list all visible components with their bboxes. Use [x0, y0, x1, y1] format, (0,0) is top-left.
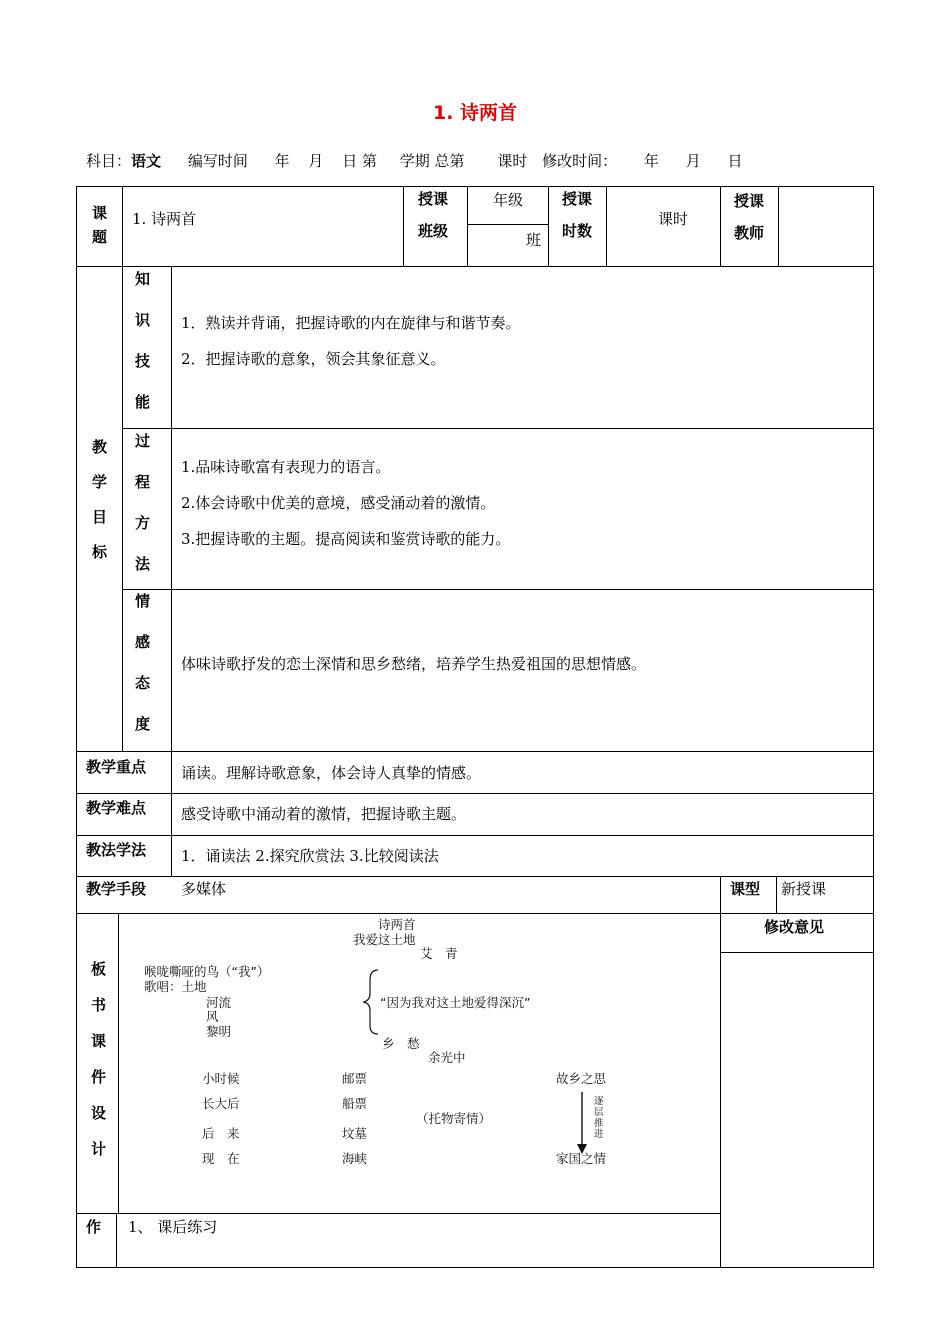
board-sing: 歌唱：土地 — [144, 979, 207, 994]
grade-label: 年级 — [493, 191, 524, 209]
board-bird: 喉咙嘶哑的鸟（“我”） — [144, 964, 270, 979]
teacher-label: 授课 教师 — [734, 192, 765, 242]
col-divider — [403, 186, 404, 266]
board-row-time: 现 在 — [202, 1151, 240, 1166]
board-wind: 风 — [206, 1009, 219, 1024]
col-divider — [122, 266, 123, 751]
period-label: 课时 — [497, 152, 528, 170]
method-label: 教法学法 — [86, 841, 147, 859]
class-unit-label: 班 — [526, 231, 542, 249]
emotion-label: 情 感 态 度 — [135, 592, 151, 733]
key-point-label: 教学重点 — [86, 758, 147, 776]
subject-value: 语文 — [131, 152, 162, 170]
process-item: 1.品味诗歌富有表现力的语言。 — [181, 458, 391, 476]
board-progress-char: 进 — [594, 1129, 604, 1140]
board-brace — [364, 970, 378, 1034]
board-author1: 艾 青 — [420, 946, 458, 961]
board-progress-note — [594, 1095, 604, 1140]
class-label: 授课 班级 — [418, 190, 449, 240]
revise-divider — [720, 952, 874, 953]
col-divider — [467, 186, 468, 266]
board-method-note: （托物寄情） — [416, 1111, 492, 1126]
process-item: 3.把握诗歌的主题。提高阅读和鉴赏诗歌的能力。 — [181, 530, 511, 548]
topic-label: 课 题 — [92, 204, 108, 246]
table-border-left — [76, 186, 77, 1268]
semester-label: 学期 总第 — [399, 152, 465, 170]
board-row-time: 后 来 — [202, 1126, 240, 1141]
page-title: 1. 诗两首 — [432, 102, 518, 124]
process-item: 2.体会诗歌中优美的意境，感受涌动着的激情。 — [181, 494, 496, 512]
board-poem1-title: 我爱这土地 — [353, 932, 416, 947]
row-divider — [76, 1213, 720, 1214]
method-text: 1．诵读法 2.探究欣赏法 3.比较阅读法 — [181, 847, 439, 865]
grade-class-divider — [467, 224, 548, 225]
board-theme1: “因为我对这土地爱得深沉” — [380, 995, 531, 1010]
row-divider — [76, 835, 874, 836]
board-title: 诗两首 — [378, 917, 416, 932]
day-label: 日 第 — [342, 152, 377, 170]
col-divider — [778, 186, 779, 266]
row-divider — [122, 428, 874, 429]
row-divider — [76, 751, 874, 752]
board-river: 河流 — [206, 995, 232, 1010]
board-label: 板 书 课 件 设 计 — [91, 960, 107, 1158]
col-divider — [171, 266, 172, 876]
row-divider — [76, 266, 874, 267]
col-divider — [606, 186, 607, 266]
board-row-object: 船票 — [342, 1096, 368, 1111]
hours-label: 授课 时数 — [562, 190, 593, 240]
knowledge-item: 2．把握诗歌的意象，领会其象征意义。 — [181, 350, 446, 368]
difficulty-text: 感受诗歌中涌动着的激情，把握诗歌主题。 — [181, 805, 467, 823]
board-progress-char: 逐 — [594, 1096, 604, 1107]
col-divider — [776, 876, 777, 913]
board-dawn: 黎明 — [206, 1024, 232, 1039]
knowledge-item: 1．熟读并背诵，把握诗歌的内在旋律与和谐节奏。 — [181, 314, 521, 332]
write-time-label: 编写时间 — [187, 152, 248, 170]
table-border-top — [76, 186, 874, 187]
col-divider — [720, 876, 721, 1268]
revise-label: 修改意见 — [764, 918, 825, 936]
difficulty-label: 教学难点 — [86, 799, 147, 817]
col-divider — [116, 1213, 117, 1267]
board-progress-char: 层 — [594, 1107, 604, 1118]
month-label-2: 月 — [685, 152, 701, 170]
board-thought1: 故乡之思 — [556, 1071, 607, 1086]
modify-time-label: 修改时间： — [542, 152, 618, 170]
board-row-time: 长大后 — [202, 1096, 240, 1111]
knowledge-label: 知 识 技 能 — [135, 270, 151, 411]
objectives-label: 教 学 目 标 — [92, 438, 108, 561]
homework-item: 1、 课后练习 — [128, 1218, 218, 1236]
board-row-object: 海峡 — [342, 1151, 368, 1166]
row-divider — [76, 876, 874, 877]
row-divider — [76, 793, 874, 794]
col-divider — [122, 186, 123, 266]
month-label: 月 — [308, 152, 324, 170]
day-label-2: 日 — [727, 152, 743, 170]
year-label: 年 — [274, 152, 290, 170]
lesson-type-value: 新授课 — [781, 880, 827, 898]
board-design-image — [120, 914, 686, 1182]
key-point-text: 诵读。理解诗歌意象，体会诗人真挚的情感。 — [181, 764, 482, 782]
board-row-object: 邮票 — [342, 1071, 368, 1086]
board-author2: 余光中 — [428, 1050, 466, 1065]
homework-label: 作 — [86, 1218, 102, 1236]
means-text: 多媒体 — [181, 880, 227, 898]
board-row-time: 小时候 — [202, 1071, 240, 1086]
process-label: 过 程 方 法 — [135, 432, 151, 573]
table-border-right — [873, 186, 874, 1268]
board-progress-char: 推 — [594, 1118, 604, 1129]
board-thought2: 家国之情 — [556, 1151, 607, 1166]
means-label: 教学手段 — [86, 880, 147, 898]
year-label-2: 年 — [643, 152, 659, 170]
table-border-bottom — [76, 1267, 874, 1268]
row-divider — [122, 589, 874, 590]
col-divider — [720, 186, 721, 266]
subject-label: 科目： — [86, 152, 132, 170]
col-divider — [118, 913, 119, 1213]
board-row-object: 坟墓 — [342, 1126, 368, 1141]
topic-value: 1. 诗两首 — [132, 210, 197, 228]
hours-unit-label: 课时 — [658, 210, 689, 228]
board-poem2-title: 乡 愁 — [382, 1036, 420, 1051]
lesson-type-label: 课型 — [730, 880, 761, 898]
col-divider — [548, 186, 549, 266]
emotion-text: 体味诗歌抒发的恋土深情和思乡愁绪，培养学生热爱祖国的思想情感。 — [181, 655, 647, 673]
